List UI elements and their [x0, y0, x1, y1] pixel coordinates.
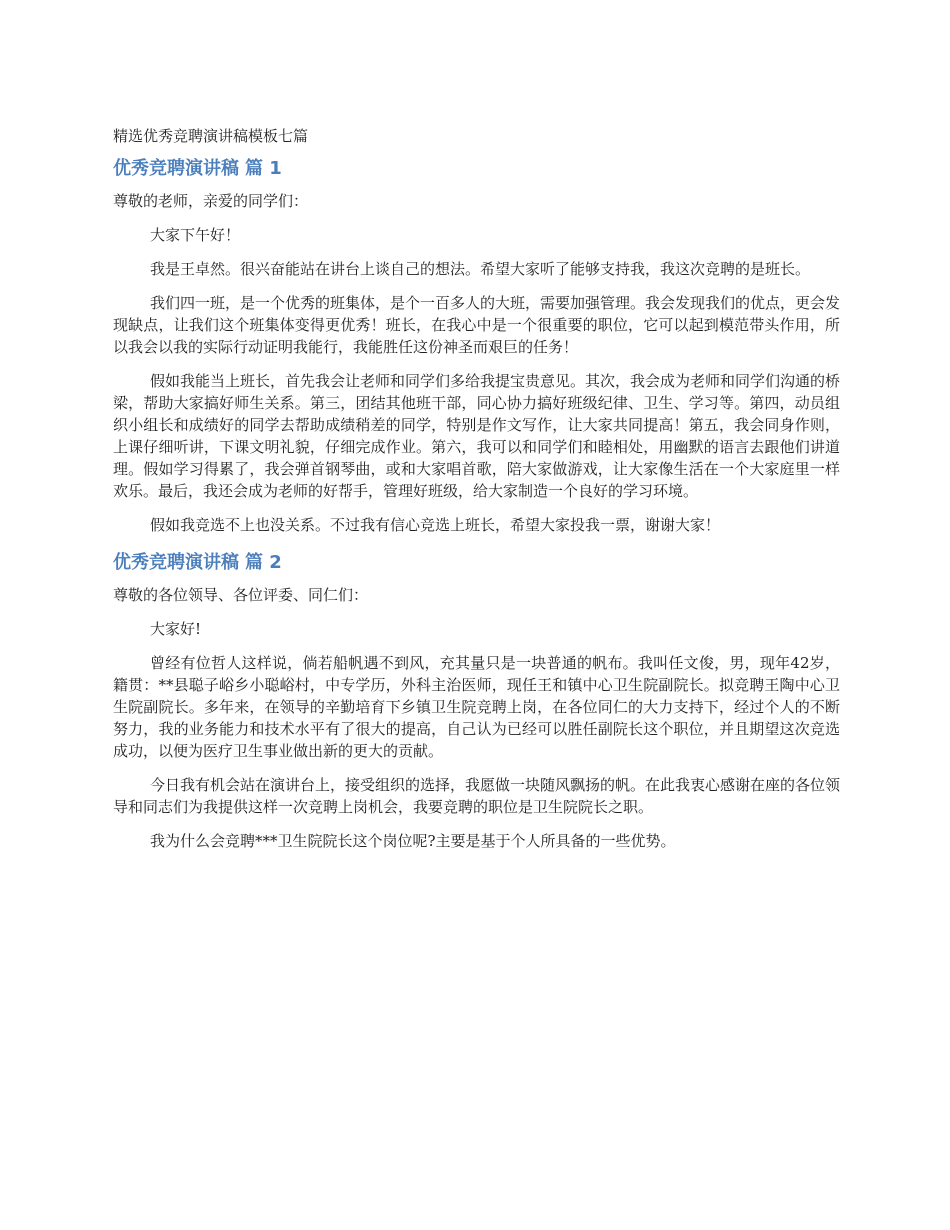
- section-heading-text: 优秀竞聘演讲稿: [113, 552, 239, 573]
- section-heading: [113, 154, 840, 184]
- section-heading: [113, 548, 840, 578]
- section-heading-number: 篇 1: [245, 158, 282, 179]
- salutation: 尊敬的各位领导、各位评委、同仁们：: [113, 586, 369, 604]
- paragraph: 假如我竞选不上也没关系。不过我有信心竞选上班长，希望大家投我一票，谢谢大家！: [150, 516, 721, 534]
- section-1: [113, 154, 840, 536]
- paragraph: 大家下午好！: [150, 226, 241, 244]
- document-page: [113, 122, 840, 864]
- section-2: [113, 548, 840, 852]
- paragraph: 大家好!: [150, 620, 202, 638]
- paragraph: 我是王卓然。很兴奋能站在讲台上谈自己的想法。希望大家听了能够支持我，我这次竞聘的是班长。: [150, 260, 811, 278]
- paragraph: 我们四一班，是一个优秀的班集体，是个一百多人的大班，需要加强管理。我会发现我们的优点，更会发现缺点，让我们这个班集体变得更优秀！班长，在我心中是一个很重要的职位，它可以起到模范带头作用，所以我会以我的实际行动证明我能行，我能胜任这份神圣而艰巨的任务！: [113, 294, 841, 356]
- section-heading-number: 篇 2: [245, 552, 282, 573]
- paragraph: 假如我能当上班长，首先我会让老师和同学们多给我提宝贵意见。其次，我会成为老师和同学们沟通的桥梁，帮助大家搞好师生关系。第三，团结其他班干部，同心协力搞好班级纪律、卫生、学习等。第四，动员组织小组长和成绩好的同学去帮助成绩稍差的同学，特别是作文写作，让大家共同提高！第五，我会同身作则，上课仔细听讲，下课文明礼貌，仔细完成作业。第六，我可以和同学们和睦相处，用幽默的语言去跟他们讲道理。假如学习得累了，我会弹首钢琴曲，或和大家唱首歌，陪大家做游戏，让大家像生活在一个大家庭里一样欢乐。最后，我还会成为老师的好帮手，管理好班级，给大家制造一个良好的学习环境。: [113, 372, 841, 500]
- document-title: 精选优秀竞聘演讲稿模板七篇: [113, 127, 309, 145]
- paragraph: 我为什么会竞聘***卫生院院长这个岗位呢?主要是基于个人所具备的一些优势。: [150, 832, 676, 850]
- salutation: 尊敬的老师，亲爱的同学们：: [113, 192, 309, 210]
- paragraph: 曾经有位哲人这样说，倘若船帆遇不到风，充其量只是一块普通的帆布。我叫任文俊，男，现年42岁，籍贯：**县聪子峪乡小聪峪村，中专学历，外科主治医师，现任王和镇中心卫生院副院长。拟竞聘王陶中心卫生院副院长。多年来，在领导的辛勤培育下乡镇卫生院竞聘上岗，在各位同仁的大力支持下，经过个人的不断努力，我的业务能力和技术水平有了很大的提高，自己认为已经可以胜任副院长这个职位，并且期望这次竞选成功，以便为医疗卫生事业做出新的更大的贡献。: [113, 654, 840, 760]
- paragraph: 今日我有机会站在演讲台上，接受组织的选择，我愿做一块随风飘扬的帆。在此我衷心感谢在座的各位领导和同志们为我提供这样一次竞聘上岗机会，我要竞聘的职位是卫生院院长之职。: [113, 776, 841, 816]
- section-heading-text: 优秀竞聘演讲稿: [113, 158, 239, 179]
